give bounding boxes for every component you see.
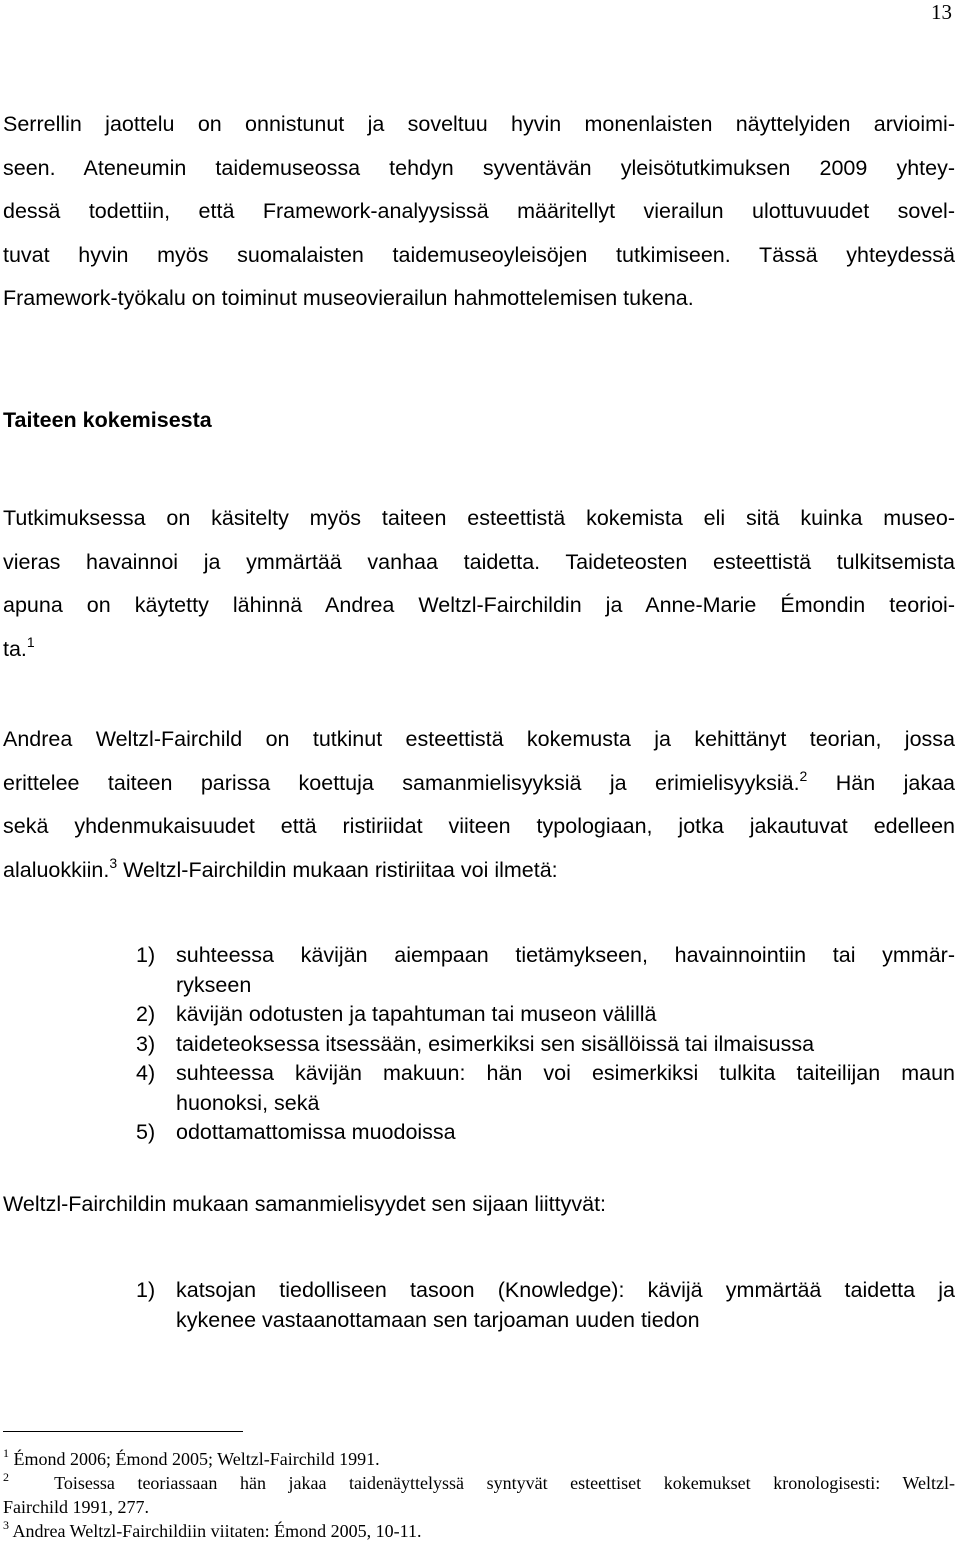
paragraph-line-text: alaluokkiin.	[3, 857, 110, 882]
list-item-line: taideteoksessa itsessään, esimerkiksi sen sisällöissä tai ilmaisussa	[176, 1031, 815, 1056]
paragraph-experience	[3, 497, 955, 671]
list-item-line: suhteessa kävijän aiempaan tietämykseen, havainnointiin tai ymmär-	[176, 943, 955, 967]
list-item	[136, 1000, 955, 1030]
paragraph-line: apuna on käytetty lähinnä Andrea Weltzl-Fairchildin ja Anne-Marie Émondin teorioi-	[3, 593, 955, 617]
paragraph-line-text: erittelee taiteen parissa koettuja samanmielisyyksiä ja erimielisyyksiä.	[3, 770, 800, 795]
paragraph-intro	[3, 103, 955, 321]
list-item	[136, 1059, 955, 1118]
list-item-number: 1)	[136, 1278, 156, 1302]
paragraph-line-text: Weltzl-Fairchildin mukaan ristiriitaa voi ilmetä:	[117, 857, 558, 882]
list-item-line: katsojan tiedolliseen tasoon (Knowledge): kävijä ymmärtää taidetta ja	[176, 1278, 955, 1302]
footnote-text: Toisessa teoriassaan hän jakaa taidenäyttelyssä syntyvät esteettiset kokemukset kronologisesti: Weltzl-	[54, 1473, 956, 1493]
conflict-list	[136, 941, 955, 1148]
footnote-text: Andrea Weltzl-Fairchildiin viitaten: Émond 2005, 10-11.	[12, 1521, 422, 1541]
paragraph-line: Framework-työkalu on toiminut museovierailun hahmottelemisen tukena.	[3, 286, 694, 310]
list-item-number: 2)	[136, 1002, 156, 1026]
footnote-line: Fairchild 1991, 277.	[3, 1497, 149, 1517]
footnote-ref-2[interactable]: 2	[799, 767, 808, 784]
list-item-line: suhteessa kävijän makuun: hän voi esimerkiksi tulkita taiteilijan maun	[176, 1061, 955, 1085]
footnote-divider	[3, 1431, 243, 1432]
paragraph-line: Andrea Weltzl-Fairchild on tutkinut esteettistä kokemusta ja kehittänyt teorian, jossa	[3, 727, 955, 751]
list-item	[136, 1118, 955, 1148]
paragraph-line: Serrellin jaottelu on onnistunut ja soveltuu hyvin monenlaisten näyttelyiden arvioimi-	[3, 112, 955, 136]
section-heading: Taiteen kokemisesta	[3, 408, 212, 432]
footnote-3	[3, 1519, 955, 1543]
paragraph-line-text: ta.	[3, 636, 27, 661]
list-item-line: rykseen	[176, 972, 252, 997]
paragraph-line: seen. Ateneumin taidemuseossa tehdyn syventävän yleisötutkimuksen 2009 yhtey-	[3, 155, 955, 180]
list-item-line: huonoksi, sekä	[176, 1090, 320, 1115]
list-item-line: kävijän odotusten ja tapahtuman tai museon välillä	[176, 1002, 657, 1026]
list-item-line: kykenee vastaanottamaan sen tarjoaman uuden tiedon	[176, 1307, 700, 1332]
paragraph-line: Tutkimuksessa on käsitelty myös taiteen esteettistä kokemista eli sitä kuinka museo-	[3, 506, 955, 530]
footnote-number: 3	[3, 1518, 9, 1532]
paragraph-agreement	[3, 1183, 955, 1227]
footnote-1	[3, 1447, 955, 1471]
footnote-number: 2	[3, 1470, 9, 1484]
paragraph-theory	[3, 718, 955, 892]
list-item-number: 3)	[136, 1031, 156, 1056]
list-item-number: 1)	[136, 943, 156, 967]
footnote-number: 1	[3, 1446, 9, 1460]
agreement-list	[136, 1276, 955, 1335]
paragraph-line	[3, 849, 955, 893]
paragraph-line: Weltzl-Fairchildin mukaan samanmielisyydet sen sijaan liittyvät:	[3, 1192, 607, 1216]
list-item-number: 4)	[136, 1061, 156, 1085]
footnote-ref-3[interactable]: 3	[109, 854, 118, 871]
list-item	[136, 941, 955, 1000]
paragraph-line-text: Hän jakaa	[807, 770, 955, 795]
paragraph-line: vieras havainnoi ja ymmärtää vanhaa taidetta. Taideteosten esteettistä tulkitsemista	[3, 549, 955, 574]
footnotes	[3, 1447, 955, 1543]
footnote-2	[3, 1471, 955, 1519]
footnote-text: Émond 2006; Émond 2005; Weltzl-Fairchild 1991.	[13, 1449, 380, 1469]
footnote-ref-1[interactable]: 1	[26, 633, 35, 650]
page-number: 13	[931, 0, 952, 24]
paragraph-line	[3, 762, 955, 806]
paragraph-line: tuvat hyvin myös suomalaisten taidemuseoyleisöjen tutkimiseen. Tässä yhteydessä	[3, 242, 955, 267]
list-item	[136, 1030, 955, 1060]
paragraph-line: sekä yhdenmukaisuudet että ristiriidat viiteen typologiaan, jotka jakautuvat edelleen	[3, 814, 955, 838]
list-item	[136, 1276, 955, 1335]
footnote-line	[3, 1471, 955, 1495]
paragraph-line	[3, 628, 955, 672]
list-item-number: 5)	[136, 1120, 156, 1144]
list-item-line: odottamattomissa muodoissa	[176, 1120, 456, 1144]
paragraph-line: dessä todettiin, että Framework-analyysissä määritellyt vierailun ulottuvuudet sovel-	[3, 199, 955, 223]
